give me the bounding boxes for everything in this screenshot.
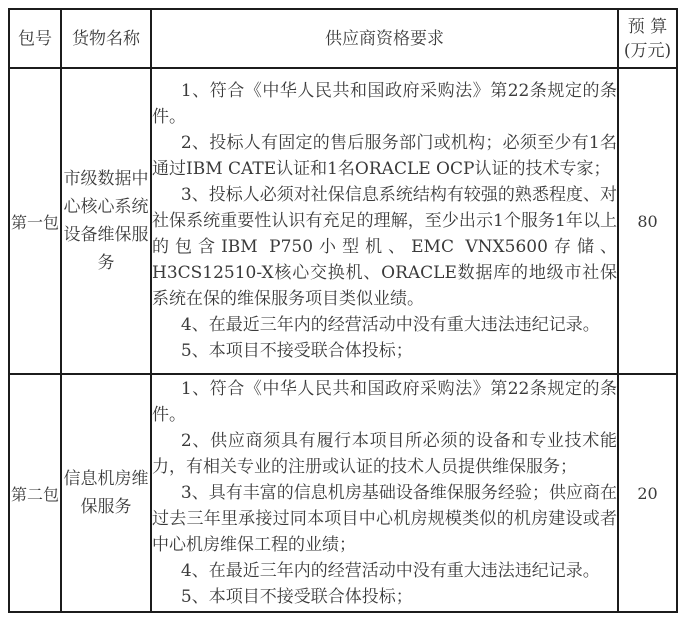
package-1-number: 第一包: [9, 68, 61, 374]
header-budget-line2: (万元): [623, 40, 672, 61]
package-2-requirement-item: 5、本项目不接受联合体投标；: [180, 587, 413, 607]
package-1-requirement-item: 5、本项目不接受联合体投标；: [180, 341, 413, 361]
package-1-requirements: [151, 68, 618, 374]
package-2-requirement-item: 4、在最近三年内的经营活动中没有重大违法违纪记录。: [180, 561, 600, 581]
package-2-goods-name: 信息机房维保服务: [61, 374, 151, 612]
package-1-requirement-item: 4、在最近三年内的经营活动中没有重大违法违纪记录。: [180, 315, 600, 335]
package-1-requirement-item: 1、符合《中华人民共和国政府采购法》第22条规定的条件。: [152, 81, 617, 127]
table-header-row: [9, 9, 677, 68]
procurement-packages-table: [8, 8, 678, 613]
table-row-package-2: [9, 374, 677, 612]
table-row-package-1: [9, 68, 677, 374]
package-1-goods-name: 市级数据中心核心系统设备维保服务: [61, 68, 151, 374]
header-goods-name: 货物名称: [61, 9, 151, 68]
package-2-requirement-item: 1、符合《中华人民共和国政府采购法》第22条规定的条件。: [152, 379, 617, 425]
package-2-requirement-item: 2、供应商须具有履行本项目所必须的设备和专业技术能力，有相关专业的注册或认证的技术人员提供维保服务；: [152, 431, 617, 477]
package-2-requirement-item: 3、具有丰富的信息机房基础设备维保服务经验；供应商在过去三年里承接过同本项目中心机房规模类似的机房建设或者中心机房维保工程的业绩；: [152, 483, 617, 555]
header-package-number: 包号: [9, 9, 61, 68]
package-1-budget: 80: [618, 68, 677, 374]
header-budget-line1: 预 算: [627, 16, 668, 37]
header-budget: [618, 9, 677, 68]
package-2-requirements: [151, 374, 618, 612]
package-1-requirement-item: 3、投标人必须对社保信息系统结构有较强的熟悉程度、对社保系统重要性认识有充足的理解，至少出示1个服务1年以上的包含IBM P750小型机、EMC VNX5600存储、H3CS12510-X核心交换机、ORACLE数据库的地级市社保系统在保的维保服务项目类似业绩。: [152, 185, 617, 309]
package-2-budget: 20: [618, 374, 677, 612]
package-2-number: 第二包: [9, 374, 61, 612]
header-supplier-requirements: 供应商资格要求: [151, 9, 618, 68]
package-1-requirement-item: 2、投标人有固定的售后服务部门或机构；必须至少有1名通过IBM CATE认证和1名ORACLE OCP认证的技术专家；: [152, 133, 617, 179]
